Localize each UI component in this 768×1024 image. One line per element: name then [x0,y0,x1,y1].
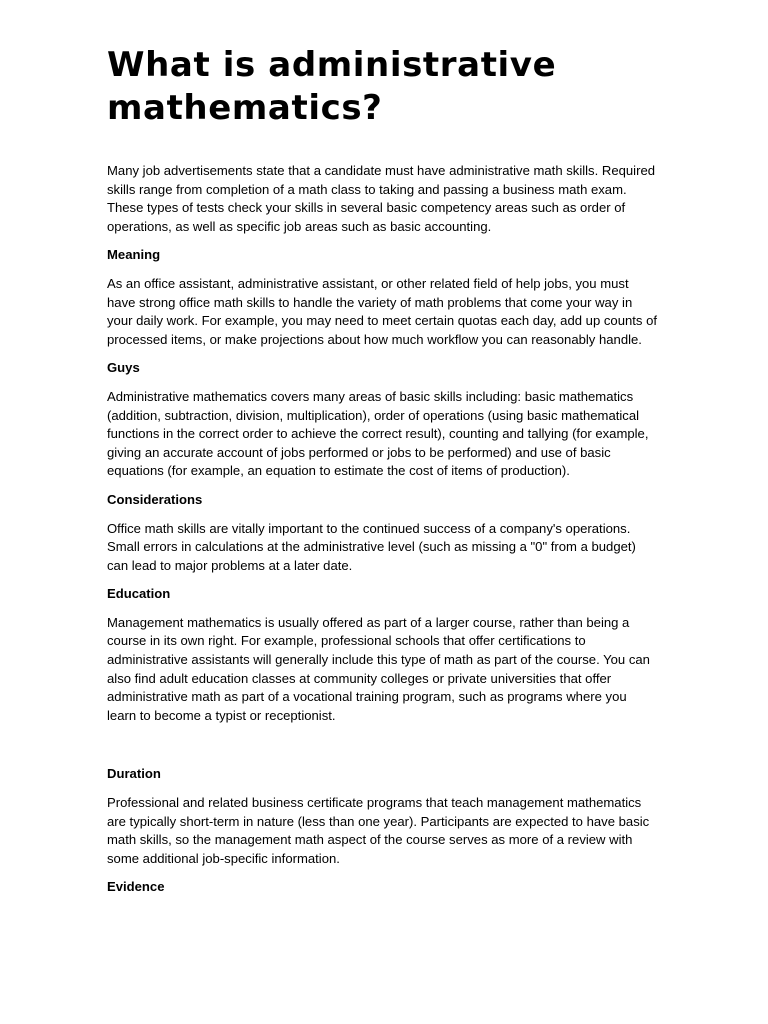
section-heading-considerations: Considerations [107,491,203,507]
section-body-considerations: Office math skills are vitally important to the continued success of a company's operations. Small errors in calculations at the administrative level (such as missing a "0" from a budget) can lead to major problems at a later date. [107,520,636,573]
section-body-duration: Professional and related business certificate programs that teach management mathematics are typically short-term in nature (less than one year). Participants are expected to have basic math skills, so the management math aspect of the course serves as more of a review with some additional job-specific information. [107,795,650,866]
section-heading-guys: Guys [107,360,140,376]
section-body-meaning: As an office assistant, administrative assistant, or other related field of help jobs, you must have strong office math skills to handle the variety of math problems that come your way in your daily work. For example, you may need to meet certain quotas each day, add up counts of processed items, or make projections about how much workflow you can reasonably handle. [107,275,657,347]
section-heading-meaning: Meaning [107,247,161,263]
section-heading-education: Education [107,586,171,602]
section-body-education: Management mathematics is usually offered as part of a larger course, rather than being a course in its own right. For example, professional schools that offer certifications to administrative assistants will generally include this type of math as part of the course. You can also find adult education classes at community colleges or private universities that offer administrative math as part of a vocational training program, such as programs where you learn to become a typist or receptionist. [107,614,650,723]
section-heading-duration: Duration [107,766,161,782]
section-body-guys: Administrative mathematics covers many areas of basic skills including: basic mathematics (addition, subtraction, division, multiplication), order of operations (using basic mathematical functions in the correct order to achieve the correct result), counting and tallying (for example, giving an accurate account of jobs performed or jobs to be performed) and use of basic equations (for example, an equation to estimate the cost of items of production). [107,388,649,479]
section-heading-evidence: Evidence [107,879,165,895]
intro-paragraph: Many job advertisements state that a candidate must have administrative math skills. Required skills range from completion of a math class to taking and passing a business math exam. These types of tests check your skills in several basic competency areas such as order of operations, as well as specific job areas such as basic accounting. [107,163,656,234]
page-title: What is administrative mathematics? [107,45,557,128]
document-page [107,44,657,907]
